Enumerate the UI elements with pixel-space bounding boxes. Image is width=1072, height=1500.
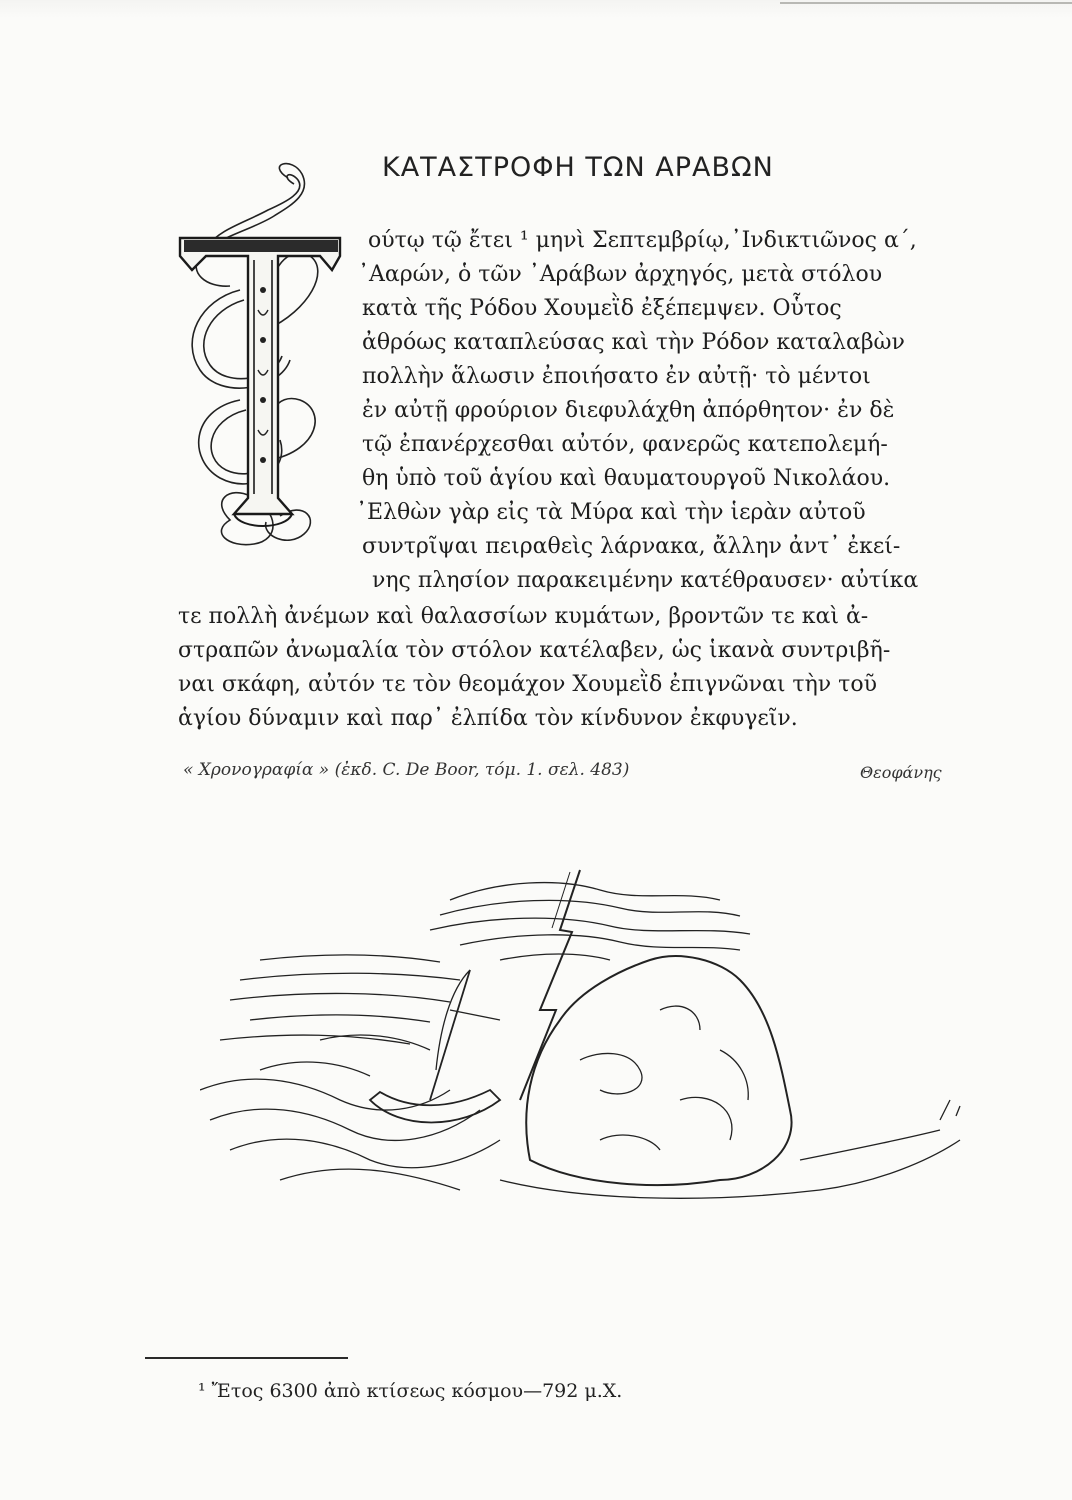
body-line: νης πλησίον παρακειμένην κατέθραυσεν· αὐτίκα [372, 568, 919, 593]
wrecked-ship [370, 1090, 500, 1123]
body-line: συντρῖψαι πειραθεὶς λάρνακα, ἄλλην ἀντ᾿ ἐκεί- [362, 534, 901, 559]
page-title: ΚΑΤΑΣΤΡΟΦΗ ΤΩΝ ΑΡΑΒΩΝ [382, 152, 774, 183]
body-line: τῷ ἐπανέρχεσθαι αὐτόν, φανερῶς κατεπολεμή- [362, 432, 888, 457]
footnote: ¹ Ἔτος 6300 ἀπὸ κτίσεως κόσμου—792 μ.Χ. [198, 1380, 623, 1402]
body-line: ἀθρόως καταπλεύσας καὶ τὴν Ρόδον καταλαβὼν [362, 330, 905, 355]
wind-lines [240, 973, 460, 980]
source-citation: « Χρονογραφία » (ἐκδ. C. De Boor, τόμ. 1. σελ. 483) [183, 760, 630, 780]
storm-cloud [450, 883, 720, 900]
rock-island [526, 956, 791, 1185]
storm-illustration [200, 860, 990, 1210]
body-line: ἁγίου δύναμιν καὶ παρ᾿ ἐλπίδα τὸν κίνδυνον ἐκφυγεῖν. [178, 706, 798, 731]
author-name: Θεοφάνης [860, 763, 942, 782]
body-line: ἐν αὐτῇ φρούριον διεφυλάχθη ἀπόρθητον· ἐν δὲ [362, 398, 895, 423]
sea-waves [210, 1109, 480, 1140]
body-line: θη ὑπὸ τοῦ ἁγίου καὶ θαυματουργοῦ Νικολάου. [362, 466, 891, 491]
decorative-drop-cap [170, 160, 360, 560]
body-line: ᾿Ελθὼν γὰρ εἰς τὰ Μύρα καὶ τὴν ἱερὰν αὐτοῦ [356, 500, 866, 525]
body-line: ναι σκάφη, αὐτόν τε τὸν θεομάχον Χουμεῒδ ἐπιγνῶναι τὴν τοῦ [178, 672, 877, 697]
body-line: στραπῶν ἀνωμαλία τὸν στόλον κατέλαβεν, ὡς ἱκανὰ συντριβῆ- [178, 638, 891, 663]
body-line: πολλὴν ἅλωσιν ἐποιήσατο ἐν αὐτῇ· τὸ μέντοι [362, 364, 871, 389]
body-line: κατὰ τῆς Ρόδου Χουμεῒδ ἐξέπεμψεν. Οὗτος [362, 296, 842, 321]
scan-edge-mark [780, 2, 1072, 4]
scan-top-edge [0, 0, 1072, 18]
body-line: τε πολλὴ ἀνέμων καὶ θαλασσίων κυμάτων, βροντῶν τε καὶ ἀ- [178, 604, 869, 629]
body-line: ᾿Ααρών, ὁ τῶν ᾿Αράβων ἀρχηγός, μετὰ στόλου [358, 262, 883, 287]
footnote-divider [145, 1357, 348, 1359]
body-line: ούτῳ τῷ ἔτει ¹ μηνὶ Σεπτεμβρίῳ,᾿Ινδικτιῶνος α΄, [368, 228, 917, 253]
